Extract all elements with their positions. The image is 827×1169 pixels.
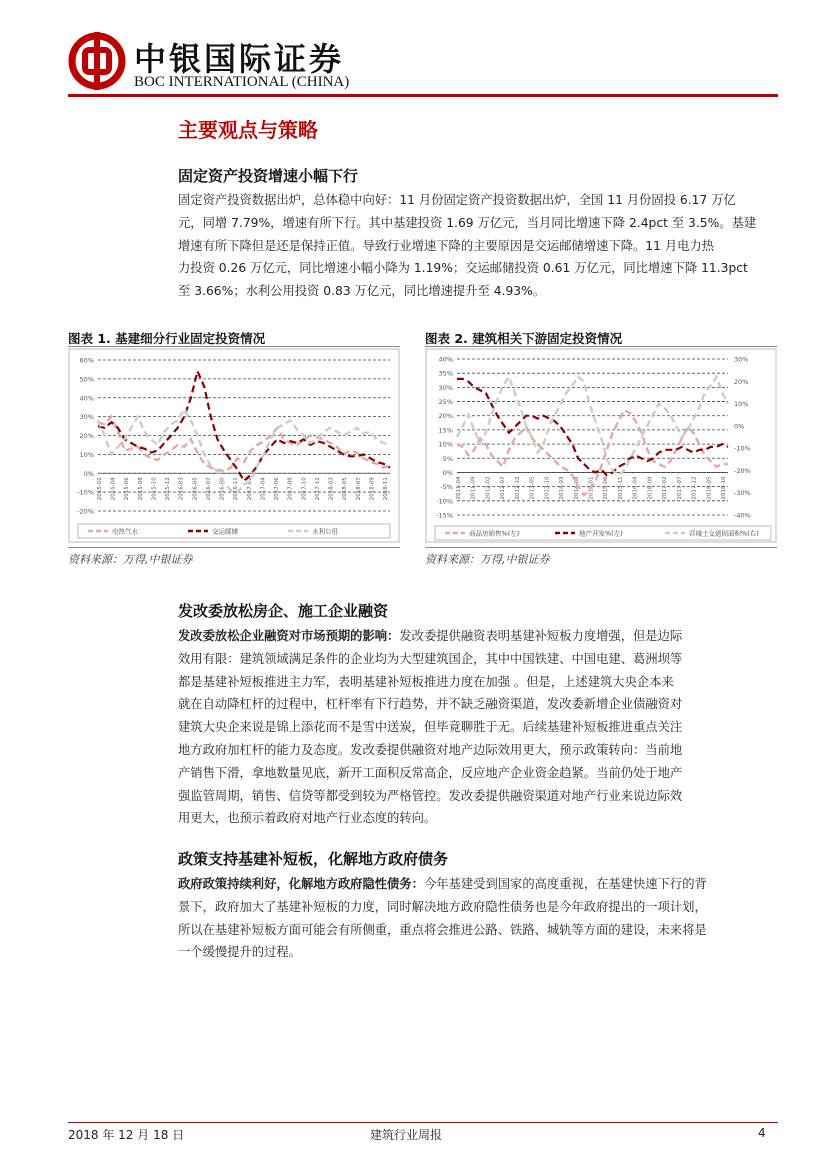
sec2-line: 就在自动降杠杆的过程中，杠杆率有下行趋势，并不缺乏融资渠道，发改委新增企业债融资对 — [178, 697, 683, 712]
y-tick-label: 40% — [79, 394, 94, 403]
x-tick-label: 2017-07 — [676, 476, 683, 500]
y-right-tick-label: -20% — [734, 466, 751, 475]
x-tick-label: 2016-03 — [178, 477, 185, 501]
y-tick-label: 60% — [79, 356, 94, 365]
y-right-tick-label: -40% — [734, 511, 751, 520]
sec2-body — [178, 625, 778, 830]
sec3-heading: 政策支持基建补短板，化解地方政府债务 — [178, 850, 449, 868]
sec2-line: 都是基建补短板推进主力军，表明基建补短板推进力度在加强 。但是，上述建筑大央企本来 — [178, 674, 674, 689]
legend-label: 交运邮储 — [212, 527, 238, 536]
y-tick-label: -10% — [77, 488, 94, 497]
x-tick-label: 2012-02 — [485, 476, 492, 500]
x-tick-label: 2016-05 — [192, 477, 199, 501]
y-tick-label: 25% — [438, 398, 453, 407]
sec2-line: 产销售下滑，拿地数量见底，新开工面积反常高企，反应地产企业资金趋紧。当前仍处于地产 — [178, 765, 683, 780]
x-tick-label: 2015-10 — [151, 477, 158, 501]
x-tick-label: 2015-01 — [588, 476, 595, 500]
sec2-line — [178, 625, 778, 648]
chart-1 — [68, 348, 400, 544]
header-rule — [68, 94, 778, 97]
legend-label: 地产开发%(左) — [579, 529, 623, 538]
x-tick-label: 2018-03 — [328, 477, 335, 501]
legend-label: 电热气水 — [112, 527, 138, 536]
y-right-tick-label: 0% — [734, 422, 745, 431]
x-tick-label: 2015-04 — [110, 477, 117, 501]
sec2-line: 地方政府加杠杆的能力及态度。发改委提供融资对地产边际效用更大，预示政策转向：当前地 — [178, 742, 683, 757]
x-tick-label: 2015-12 — [165, 477, 172, 501]
footer-title: 建筑行业周报 — [370, 1128, 443, 1142]
x-tick-label: 2012-12 — [514, 476, 521, 500]
x-tick-label: 2011-09 — [470, 476, 477, 500]
y-tick-label: 10% — [79, 450, 94, 459]
x-tick-label: 2015-06 — [124, 477, 131, 501]
sec3-line: 景下，政府加大了基建补短板的力度，同时解决地方政府隐性债务也是今年政府提出的一项计划， — [178, 899, 707, 914]
x-tick-label: 2017-06 — [274, 477, 281, 501]
sec2-line: 用更大，也预示着政府对地产行业态度的转向。 — [178, 811, 437, 826]
sec2-line: 效用有限：建筑领域满足条件的企业均为大型建筑国企，其中中国铁建、中国电建、葛洲坝等 — [178, 651, 683, 666]
sec1-line: 元，同增 7.79%，增速有所下行。其中基建投资 1.69 万亿元，当月同比增速下降 2.4pct 至 3.5%。基建 — [178, 215, 757, 230]
x-tick-label: 2015-02 — [97, 477, 103, 501]
x-tick-label: 2012-07 — [500, 476, 507, 500]
brand-name-cn: 中银国际证券 — [134, 40, 345, 78]
x-tick-label: 2018-05 — [706, 476, 713, 500]
footer-rule — [68, 1122, 778, 1123]
fig2-rule — [425, 346, 777, 347]
sec2-line1-rest: 发改委提供融资表明基建补短板力度增强，但是边际 — [399, 629, 683, 643]
y-tick-label: 50% — [79, 375, 94, 384]
y-tick-label: 35% — [438, 369, 453, 378]
sec3-line: 所以在基建补短板方面可能会有所侧重，重点将会推进公路、铁路、城轨等方面的建设，未来将是 — [178, 922, 707, 937]
sec2-line: 强监管周期，销售、信贷等都受到较为严格管控。发改委提供融资渠道对地产行业来说边际效 — [178, 788, 683, 803]
x-tick-label: 2015-11 — [617, 476, 624, 500]
fig1-bottom-rule — [68, 547, 400, 548]
sec3-line1-rest: 今年基建受到国家的高度重视，在基建快速下行的背 — [423, 877, 707, 891]
y-tick-label: -15% — [436, 511, 453, 520]
x-tick-label: 2016-09 — [647, 476, 654, 500]
footer-date: 2018 年 12 月 18 日 — [68, 1128, 185, 1142]
chart-frame — [426, 349, 776, 542]
sec2-line: 建筑大央企来说是锦上添花而不是雪中送炭，但毕竟聊胜于无。后续基建补短板推进重点关注 — [178, 720, 683, 735]
x-tick-label: 2017-12 — [314, 477, 321, 501]
x-tick-label: 2018-05 — [342, 477, 349, 501]
fig1-rule — [68, 346, 400, 347]
y-right-tick-label: 20% — [734, 377, 749, 386]
page-number: 4 — [758, 1126, 766, 1140]
y-tick-label: 30% — [79, 413, 94, 422]
x-tick-label: 2015-08 — [137, 477, 144, 501]
y-tick-label: 40% — [438, 355, 453, 364]
x-tick-label: 2016-07 — [205, 477, 212, 501]
x-tick-label: 2015-06 — [603, 476, 610, 500]
y-tick-label: 20% — [438, 412, 453, 421]
x-tick-label: 2018-09 — [369, 477, 376, 501]
sec1-body — [178, 189, 778, 303]
fig1-title: 图表 1. 基建细分行业固定投资情况 — [68, 331, 266, 346]
legend-label: 水利公用 — [312, 527, 338, 536]
y-tick-label: 5% — [442, 454, 453, 463]
y-tick-label: -20% — [77, 507, 94, 516]
sec3-line: 一个缓慢提升的过程。 — [178, 945, 301, 960]
y-tick-label: 0% — [83, 469, 94, 478]
x-tick-label: 2017-02 — [246, 477, 253, 501]
sec1-line: 增速有所下降但是还是保持正值。导致行业增速下降的主要原因是交运邮储增速下降。11 月电力热 — [178, 238, 715, 253]
y-tick-label: 10% — [438, 440, 453, 449]
sec1-line: 力投资 0.26 万亿元，同比增速小幅小降为 1.19%；交运邮储投资 0.61 万亿元，同比增速下降 11.3pct — [178, 261, 748, 276]
y-right-tick-label: -10% — [734, 444, 751, 453]
y-tick-label: 20% — [79, 432, 94, 440]
chart-2 — [425, 348, 777, 544]
sec1-heading: 固定资产投资增速小幅下行 — [178, 167, 359, 185]
series-line — [457, 377, 728, 475]
y-tick-label: 15% — [438, 426, 453, 435]
sec2-heading: 发改委放松房企、施工企业融资 — [178, 602, 389, 620]
fig2-source: 资料来源：万得,中银证券 — [425, 553, 550, 566]
fig2-title: 图表 2. 建筑相关下游固定投资情况 — [425, 331, 623, 346]
x-tick-label: 2016-11 — [233, 477, 240, 501]
x-tick-label: 2017-04 — [260, 477, 267, 501]
x-tick-label: 2017-08 — [287, 477, 294, 501]
x-tick-label: 2014-03 — [559, 476, 566, 500]
y-tick-label: 30% — [438, 383, 453, 392]
x-tick-label: 2017-02 — [662, 476, 669, 500]
x-tick-label: 2018-07 — [355, 477, 362, 501]
boc-logo — [68, 32, 126, 90]
x-tick-label: 2013-05 — [529, 476, 536, 500]
sec3-body — [178, 873, 778, 964]
x-tick-label: 2013-10 — [544, 476, 551, 500]
sec3-line — [178, 873, 778, 896]
x-tick-label: 2011-04 — [456, 476, 462, 500]
sec3-lead: 政府政策持续利好，化解地方政府隐性债务： — [178, 877, 424, 891]
y-right-tick-label: 30% — [734, 355, 749, 364]
x-tick-label: 2018-10 — [721, 476, 727, 500]
y-right-tick-label: -30% — [734, 489, 751, 498]
sec2-lead: 发改委放松企业融资对市场预期的影响： — [178, 629, 400, 643]
fig1-source: 资料来源：万得,中银证券 — [68, 553, 193, 566]
fig2-bottom-rule — [425, 547, 777, 548]
x-tick-label: 2017-12 — [691, 476, 698, 500]
y-tick-label: -5% — [440, 483, 453, 492]
brand-name-en: BOC INTERNATIONAL (CHINA) — [134, 74, 350, 90]
y-tick-label: 0% — [442, 468, 453, 477]
section-title: 主要观点与策略 — [178, 118, 318, 142]
x-tick-label: 2018-11 — [383, 477, 389, 501]
sec1-line: 固定资产投资数据出炉，总体稳中向好：11 月份固定资产投资数据出炉，全国 11 月份固投 6.17 万亿 — [178, 193, 736, 207]
x-tick-label: 2016-09 — [219, 477, 226, 501]
y-right-tick-label: 10% — [734, 400, 749, 409]
x-tick-label: 2016-04 — [632, 476, 639, 500]
legend-label: 营城土交通固面积%(右) — [689, 529, 759, 538]
sec1-line: 至 3.66%；水利公用投资 0.83 万亿元，同比增速提升至 4.93%。 — [178, 284, 546, 299]
x-tick-label: 2017-10 — [301, 477, 308, 501]
y-tick-label: -10% — [436, 497, 453, 506]
legend-label: 商品房销售%(左) — [469, 529, 520, 538]
x-tick-label: 2014-08 — [573, 476, 580, 500]
